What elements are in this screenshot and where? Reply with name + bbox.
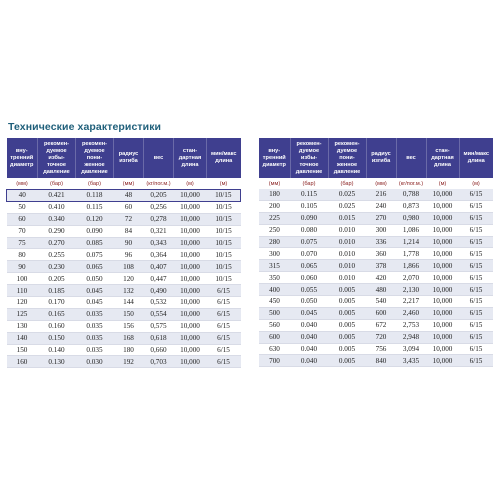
table-cell: 10,000 xyxy=(426,284,459,296)
table-cell: 200 xyxy=(259,200,290,212)
table-cell: 160 xyxy=(7,356,38,368)
table-row xyxy=(7,332,241,344)
table-cell: 10,000 xyxy=(174,332,207,344)
table-row xyxy=(7,356,241,368)
table-cell: 10,000 xyxy=(426,236,459,248)
table-cell: 10/15 xyxy=(207,213,241,225)
column-header: стан- дартная длина xyxy=(426,138,459,178)
table-cell: 10,000 xyxy=(426,307,459,319)
table-row xyxy=(259,224,493,236)
table-cell: 0,532 xyxy=(144,297,174,309)
table-cell: 540 xyxy=(366,296,396,308)
table-cell: 84 xyxy=(114,225,144,237)
table-cell: 0.005 xyxy=(328,307,366,319)
table-cell: 0,364 xyxy=(144,249,174,261)
spec-table-left xyxy=(6,138,241,368)
table-cell: 0.065 xyxy=(76,261,114,273)
table-cell: 0,490 xyxy=(144,285,174,297)
table-cell: 6/15 xyxy=(459,212,493,224)
unit-cell: (бар) xyxy=(302,180,316,187)
table-row xyxy=(7,308,241,320)
table-cell: 6/15 xyxy=(207,285,241,297)
table-cell: 0,205 xyxy=(144,190,174,202)
table-cell: 0.005 xyxy=(328,284,366,296)
table-cell: 0.070 xyxy=(290,248,328,260)
table-cell: 0.230 xyxy=(38,261,76,273)
table-cell: 0.085 xyxy=(76,237,114,249)
table-cell: 630 xyxy=(259,343,290,355)
table-cell: 60 xyxy=(114,201,144,213)
table-cell: 0.150 xyxy=(38,332,76,344)
table-cell: 125 xyxy=(7,308,38,320)
table-cell: 10,000 xyxy=(174,320,207,332)
table-cell: 96 xyxy=(114,249,144,261)
table-cell: 10,000 xyxy=(426,355,459,367)
table-cell: 10,000 xyxy=(426,189,459,200)
table-cell: 480 xyxy=(366,284,396,296)
table-cell: 10,000 xyxy=(174,225,207,237)
table-cell: 0.045 xyxy=(76,297,114,309)
table-row xyxy=(7,273,241,285)
table-row xyxy=(259,248,493,260)
table-cell: 50 xyxy=(7,201,38,213)
table-cell: 75 xyxy=(7,237,38,249)
table-cell: 140 xyxy=(7,332,38,344)
table-cell: 0.045 xyxy=(76,285,114,297)
table-cell: 0.045 xyxy=(290,307,328,319)
table-body xyxy=(7,178,241,368)
table-row xyxy=(7,285,241,297)
table-cell: 0,321 xyxy=(144,225,174,237)
table-cell: 0.118 xyxy=(76,190,114,202)
table-cell: 360 xyxy=(366,248,396,260)
table-cell: 10/15 xyxy=(207,225,241,237)
table-cell: 2,070 xyxy=(396,272,426,284)
table-cell: 60 xyxy=(7,213,38,225)
units-row xyxy=(259,178,493,189)
table-cell: 0.060 xyxy=(290,272,328,284)
table-cell: 0.030 xyxy=(76,356,114,368)
table-cell: 560 xyxy=(259,319,290,331)
table-cell: 10,000 xyxy=(174,356,207,368)
column-header: стан- дартная длина xyxy=(174,138,207,178)
table-cell: 10,000 xyxy=(426,272,459,284)
column-header: мин/макс длина xyxy=(207,138,241,178)
table-cell: 6/15 xyxy=(459,343,493,355)
table-cell: 2,130 xyxy=(396,284,426,296)
table-cell: 10,000 xyxy=(426,343,459,355)
table-cell: 0.010 xyxy=(328,272,366,284)
table-cell: 10/15 xyxy=(207,249,241,261)
table-cell: 0.130 xyxy=(38,356,76,368)
column-header: радиус изгиба xyxy=(114,138,144,178)
table-cell: 108 xyxy=(114,261,144,273)
unit-cell: (м) xyxy=(186,180,194,187)
table-cell: 180 xyxy=(114,344,144,356)
table-cell: 0.025 xyxy=(328,200,366,212)
table-cell: 0.140 xyxy=(38,344,76,356)
table-cell: 90 xyxy=(114,237,144,249)
table-cell: 0.160 xyxy=(38,320,76,332)
table-cell: 10,000 xyxy=(426,319,459,331)
table-row xyxy=(7,190,241,202)
table-cell: 0.165 xyxy=(38,308,76,320)
table-cell: 1,778 xyxy=(396,248,426,260)
table-cell: 2,948 xyxy=(396,331,426,343)
table-cell: 450 xyxy=(259,296,290,308)
table-cell: 350 xyxy=(259,272,290,284)
table-cell: 6/15 xyxy=(459,248,493,260)
table-cell: 300 xyxy=(259,248,290,260)
table-cell: 0.055 xyxy=(290,284,328,296)
table-cell: 0.025 xyxy=(328,189,366,200)
table-cell: 6/15 xyxy=(459,260,493,272)
table-cell: 420 xyxy=(366,272,396,284)
table-cell: 0.290 xyxy=(38,225,76,237)
table-cell: 0.015 xyxy=(328,212,366,224)
table-cell: 280 xyxy=(259,236,290,248)
table-cell: 700 xyxy=(259,355,290,367)
unit-cell: (мм) xyxy=(122,180,135,187)
table-cell: 756 xyxy=(366,343,396,355)
column-header: рекомен- дуемое пони- женное давление xyxy=(328,138,366,178)
table-cell: 0,554 xyxy=(144,308,174,320)
table-cell: 0,447 xyxy=(144,273,174,285)
table-cell: 500 xyxy=(259,307,290,319)
table-cell: 6/15 xyxy=(459,296,493,308)
table-cell: 0.340 xyxy=(38,213,76,225)
table-row xyxy=(7,225,241,237)
table-cell: 1,214 xyxy=(396,236,426,248)
table-cell: 48 xyxy=(114,190,144,202)
table-row xyxy=(259,212,493,224)
table-cell: 0.090 xyxy=(76,225,114,237)
table-cell: 10,000 xyxy=(174,297,207,309)
table-row xyxy=(259,189,493,200)
table-cell: 1,866 xyxy=(396,260,426,272)
table-cell: 0.010 xyxy=(328,260,366,272)
table-cell: 0,660 xyxy=(144,344,174,356)
unit-cell: (мм) xyxy=(268,180,281,187)
table-cell: 0.120 xyxy=(76,213,114,225)
table-cell: 0,703 xyxy=(144,356,174,368)
table-cell: 6/15 xyxy=(459,331,493,343)
table-cell: 10,000 xyxy=(174,261,207,273)
table-cell: 156 xyxy=(114,320,144,332)
table-cell: 0.035 xyxy=(76,320,114,332)
table-cell: 10,000 xyxy=(174,273,207,285)
table-row xyxy=(259,236,493,248)
table-cell: 10,000 xyxy=(174,201,207,213)
table-cell: 336 xyxy=(366,236,396,248)
table-cell: 168 xyxy=(114,332,144,344)
unit-cell: (кг/пог.м.) xyxy=(146,180,171,187)
table-cell: 0.205 xyxy=(38,273,76,285)
table-cell: 180 xyxy=(259,189,290,200)
unit-cell: (кг/пог.м.) xyxy=(398,180,424,187)
table-row xyxy=(7,297,241,309)
table-cell: 120 xyxy=(7,297,38,309)
table-cell: 315 xyxy=(259,260,290,272)
table-row xyxy=(259,355,493,367)
table-cell: 10,000 xyxy=(426,248,459,260)
table-cell: 100 xyxy=(7,273,38,285)
column-header: вес xyxy=(396,138,426,178)
table-cell: 0.050 xyxy=(76,273,114,285)
table-header xyxy=(259,138,493,178)
table-cell: 0.010 xyxy=(328,224,366,236)
table-cell: 400 xyxy=(259,284,290,296)
table-cell: 840 xyxy=(366,355,396,367)
table-cell: 0.115 xyxy=(76,201,114,213)
table-cell: 6/15 xyxy=(207,356,241,368)
table-cell: 250 xyxy=(259,224,290,236)
table-cell: 0.005 xyxy=(328,343,366,355)
table-cell: 10/15 xyxy=(207,237,241,249)
table-cell: 192 xyxy=(114,356,144,368)
table-cell: 0.075 xyxy=(290,236,328,248)
table-cell: 6/15 xyxy=(459,272,493,284)
table-cell: 10,000 xyxy=(174,190,207,202)
table-cell: 0,407 xyxy=(144,261,174,273)
table-cell: 0.005 xyxy=(328,331,366,343)
table-cell: 6/15 xyxy=(459,236,493,248)
unit-cell: (м) xyxy=(472,180,480,187)
section-title: Технические характеристики xyxy=(8,121,162,133)
table-cell: 0.040 xyxy=(290,319,328,331)
unit-cell: (мм) xyxy=(375,180,387,187)
table-row xyxy=(259,319,493,331)
table-cell: 10,000 xyxy=(174,213,207,225)
table-cell: 10,000 xyxy=(174,344,207,356)
table-cell: 10,000 xyxy=(426,212,459,224)
table-cell: 0.115 xyxy=(290,189,328,200)
table-cell: 378 xyxy=(366,260,396,272)
table-cell: 80 xyxy=(7,249,38,261)
table-cell: 6/15 xyxy=(459,224,493,236)
table-cell: 0.010 xyxy=(328,236,366,248)
table-cell: 10,000 xyxy=(426,224,459,236)
table-cell: 0.040 xyxy=(290,331,328,343)
table-cell: 0.035 xyxy=(76,332,114,344)
table-cell: 0,343 xyxy=(144,237,174,249)
table-cell: 6/15 xyxy=(459,200,493,212)
table-cell: 0.270 xyxy=(38,237,76,249)
table-cell: 132 xyxy=(114,285,144,297)
table-row xyxy=(259,284,493,296)
table-cell: 0.410 xyxy=(38,201,76,213)
table-row xyxy=(259,343,493,355)
table-cell: 0,873 xyxy=(396,200,426,212)
table-row xyxy=(7,201,241,213)
table-cell: 0.050 xyxy=(290,296,328,308)
table-cell: 10,000 xyxy=(174,237,207,249)
table-cell: 0.075 xyxy=(76,249,114,261)
unit-cell: (бар) xyxy=(49,180,64,187)
table-cell: 130 xyxy=(7,320,38,332)
column-header: вес xyxy=(144,138,174,178)
table-cell: 600 xyxy=(259,331,290,343)
table-row xyxy=(259,260,493,272)
table-cell: 0.185 xyxy=(38,285,76,297)
table-cell: 2,217 xyxy=(396,296,426,308)
unit-cell: (бар) xyxy=(87,180,102,187)
table-cell: 6/15 xyxy=(207,344,241,356)
table-cell: 300 xyxy=(366,224,396,236)
column-header: рекомен- дуемое пони- женное давление xyxy=(76,138,114,178)
table-cell: 270 xyxy=(366,212,396,224)
table-cell: 6/15 xyxy=(459,189,493,200)
table-cell: 90 xyxy=(7,261,38,273)
table-cell: 150 xyxy=(114,308,144,320)
table-cell: 6/15 xyxy=(459,284,493,296)
table-cell: 0,278 xyxy=(144,213,174,225)
table-cell: 0.040 xyxy=(290,343,328,355)
table-cell: 0,980 xyxy=(396,212,426,224)
table-cell: 216 xyxy=(366,189,396,200)
table-cell: 10/15 xyxy=(207,261,241,273)
table-cell: 2,753 xyxy=(396,319,426,331)
table-cell: 225 xyxy=(259,212,290,224)
table-row xyxy=(7,344,241,356)
table-cell: 10,000 xyxy=(174,249,207,261)
table-cell: 70 xyxy=(7,225,38,237)
table-cell: 0,575 xyxy=(144,320,174,332)
unit-cell: (мм) xyxy=(16,180,28,187)
table-cell: 150 xyxy=(7,344,38,356)
table-cell: 120 xyxy=(114,273,144,285)
table-cell: 0,256 xyxy=(144,201,174,213)
table-cell: 6/15 xyxy=(459,319,493,331)
table-cell: 720 xyxy=(366,331,396,343)
table-cell: 0.065 xyxy=(290,260,328,272)
table-body xyxy=(259,178,493,367)
table-row xyxy=(7,237,241,249)
table-cell: 10,000 xyxy=(174,285,207,297)
table-cell: 10/15 xyxy=(207,190,241,202)
table-cell: 0,788 xyxy=(396,189,426,200)
table-row xyxy=(7,249,241,261)
units-row xyxy=(7,178,241,190)
table-row xyxy=(259,272,493,284)
table-row xyxy=(259,307,493,319)
table-cell: 0.035 xyxy=(76,344,114,356)
column-header: рекомен- дуемое избы- точное давление xyxy=(290,138,328,178)
column-header: радиус изгиба xyxy=(366,138,396,178)
table-cell: 3,435 xyxy=(396,355,426,367)
column-header: рекомен- дуемое избы- точное давление xyxy=(38,138,76,178)
table-cell: 600 xyxy=(366,307,396,319)
table-cell: 10,000 xyxy=(426,331,459,343)
table-cell: 10,000 xyxy=(426,296,459,308)
table-cell: 0.090 xyxy=(290,212,328,224)
table-cell: 6/15 xyxy=(207,320,241,332)
table-cell: 0.040 xyxy=(290,355,328,367)
table-row xyxy=(259,331,493,343)
unit-cell: (м) xyxy=(438,180,447,187)
spec-table-right xyxy=(259,138,493,367)
table-cell: 6/15 xyxy=(459,355,493,367)
table-cell: 10,000 xyxy=(426,200,459,212)
table-cell: 0.421 xyxy=(38,190,76,202)
table-row xyxy=(7,261,241,273)
table-cell: 2,460 xyxy=(396,307,426,319)
table-cell: 0.170 xyxy=(38,297,76,309)
table-row xyxy=(259,200,493,212)
table-cell: 72 xyxy=(114,213,144,225)
table-cell: 0.005 xyxy=(328,319,366,331)
table-cell: 10,000 xyxy=(426,260,459,272)
table-cell: 6/15 xyxy=(207,297,241,309)
column-header: вну- тренний диаметр xyxy=(7,138,38,178)
table-header xyxy=(7,138,241,178)
table-cell: 0.255 xyxy=(38,249,76,261)
table-row xyxy=(7,213,241,225)
table-cell: 3,094 xyxy=(396,343,426,355)
unit-cell: (бар) xyxy=(340,180,354,187)
table-cell: 6/15 xyxy=(459,307,493,319)
table-cell: 0.005 xyxy=(328,296,366,308)
table-cell: 672 xyxy=(366,319,396,331)
unit-cell: (м) xyxy=(219,180,228,187)
table-cell: 0.105 xyxy=(290,200,328,212)
table-row xyxy=(259,296,493,308)
table-cell: 10/15 xyxy=(207,201,241,213)
table-row xyxy=(7,320,241,332)
table-cell: 240 xyxy=(366,200,396,212)
table-cell: 1,086 xyxy=(396,224,426,236)
table-cell: 10,000 xyxy=(174,308,207,320)
table-cell: 0.035 xyxy=(76,308,114,320)
table-cell: 0,618 xyxy=(144,332,174,344)
table-cell: 0.080 xyxy=(290,224,328,236)
column-header: вну- тренний диаметр xyxy=(259,138,290,178)
table-cell: 6/15 xyxy=(207,332,241,344)
table-cell: 0.010 xyxy=(328,248,366,260)
table-cell: 10/15 xyxy=(207,273,241,285)
table-cell: 40 xyxy=(7,190,38,202)
table-cell: 0.005 xyxy=(328,355,366,367)
table-cell: 110 xyxy=(7,285,38,297)
column-header: мин/макс длина xyxy=(459,138,493,178)
table-cell: 6/15 xyxy=(207,308,241,320)
table-cell: 144 xyxy=(114,297,144,309)
